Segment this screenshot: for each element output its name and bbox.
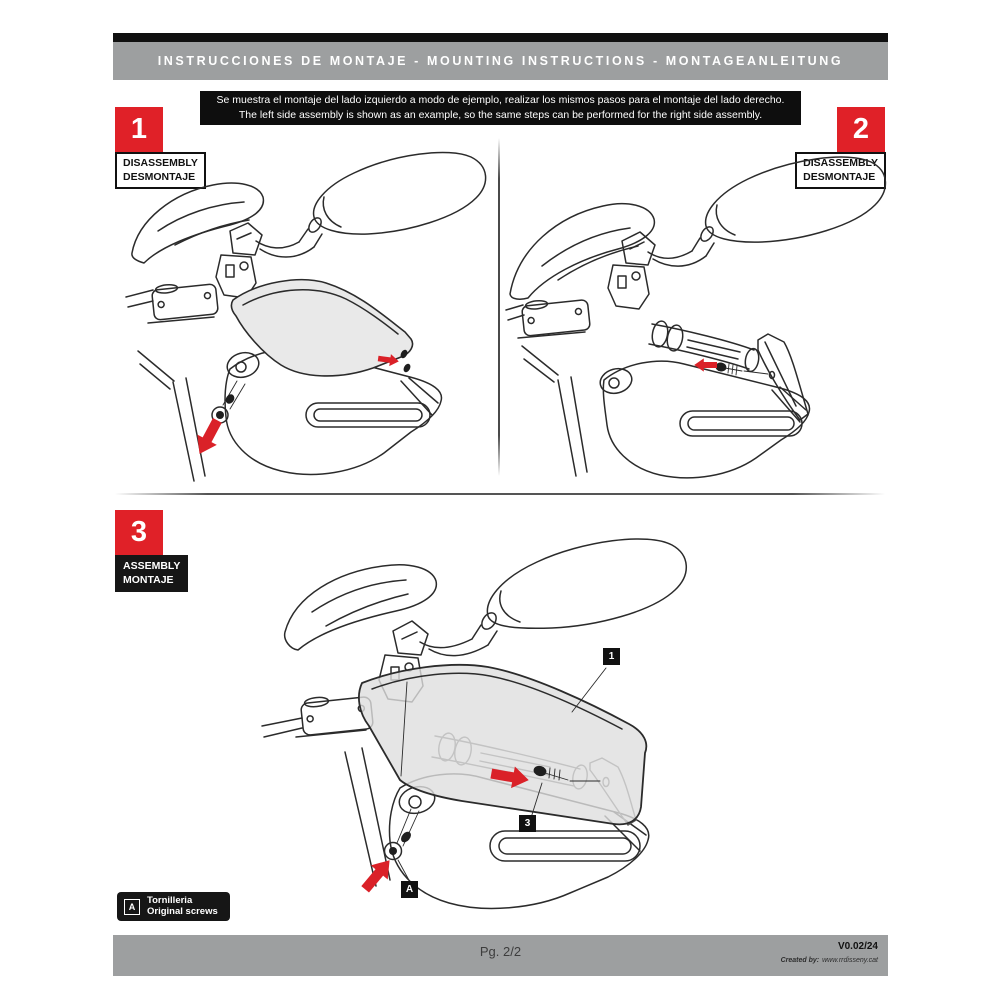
mirror	[472, 539, 686, 645]
part-tag-handguard: 1	[603, 648, 620, 665]
legend-line-es: Tornilleria	[147, 895, 193, 906]
mirror	[692, 157, 885, 256]
step-2-badge: 2	[837, 107, 885, 152]
step-2-label-es: DESMONTAJE	[803, 170, 876, 183]
page-title: INSTRUCCIONES DE MONTAJE - MOUNTING INSTRUCTIONS - MONTAGEANLEITUNG	[157, 54, 844, 68]
step-3-label	[115, 555, 188, 592]
step-3-label-es: MONTAJE	[123, 573, 174, 586]
legend-line-en: Original screws	[147, 905, 218, 917]
note-line-en: The left side assembly is shown as an example, so the same steps can be performed for the right side assembly.	[238, 108, 763, 121]
note-banner	[200, 91, 801, 125]
step-1-label-en: DISASSEMBLY	[123, 157, 198, 169]
version-label: V0.02/24	[837, 941, 878, 952]
fork-lines	[522, 346, 587, 476]
panel-divider-horizontal	[115, 493, 885, 495]
mirror	[299, 152, 486, 247]
note-line-es: Se muestra el montaje del lado izquierdo a modo de ejemplo, realizar los mismos pasos para el montaje del lado derecho.	[216, 94, 785, 106]
part-tag-original-screw: A	[401, 881, 418, 898]
fork-lines	[138, 351, 205, 481]
mirror-stalk	[230, 223, 314, 257]
step-2-label-en: DISASSEMBLY	[803, 157, 878, 169]
step-1-figure	[118, 135, 490, 487]
handlebar-mount	[608, 265, 649, 309]
credit-label: Created by:	[780, 957, 820, 964]
mirror-stalk	[393, 621, 488, 656]
fairing	[132, 183, 264, 263]
top-black-strip	[113, 33, 888, 42]
credit	[781, 957, 878, 964]
fairing	[510, 204, 654, 300]
legend-a-icon: A	[124, 899, 140, 915]
brake-reservoir	[262, 692, 373, 737]
screws-legend	[117, 892, 230, 921]
step-3-figure	[250, 520, 720, 930]
handguard-wing	[758, 334, 808, 420]
step-3-badge: 3	[115, 510, 163, 555]
step-2-figure	[500, 128, 888, 488]
step-1-label-es: DESMONTAJE	[123, 170, 196, 183]
header-bar	[113, 42, 888, 80]
red-arrow-icon	[190, 415, 227, 459]
spoiler	[359, 665, 646, 825]
handguard	[597, 361, 809, 478]
removed-screw	[212, 381, 245, 423]
brake-reservoir	[506, 296, 590, 338]
footer-bar	[113, 935, 888, 976]
brake-reservoir	[126, 280, 218, 323]
credit-site: www.rrdisseny.cat	[822, 957, 878, 964]
fairing	[285, 565, 437, 650]
step-1-badge: 1	[115, 107, 163, 152]
page-number: Pg. 2/2	[479, 944, 522, 959]
part-tag-screw: 3	[519, 815, 536, 832]
step-3-label-en: ASSEMBLY	[123, 560, 181, 572]
